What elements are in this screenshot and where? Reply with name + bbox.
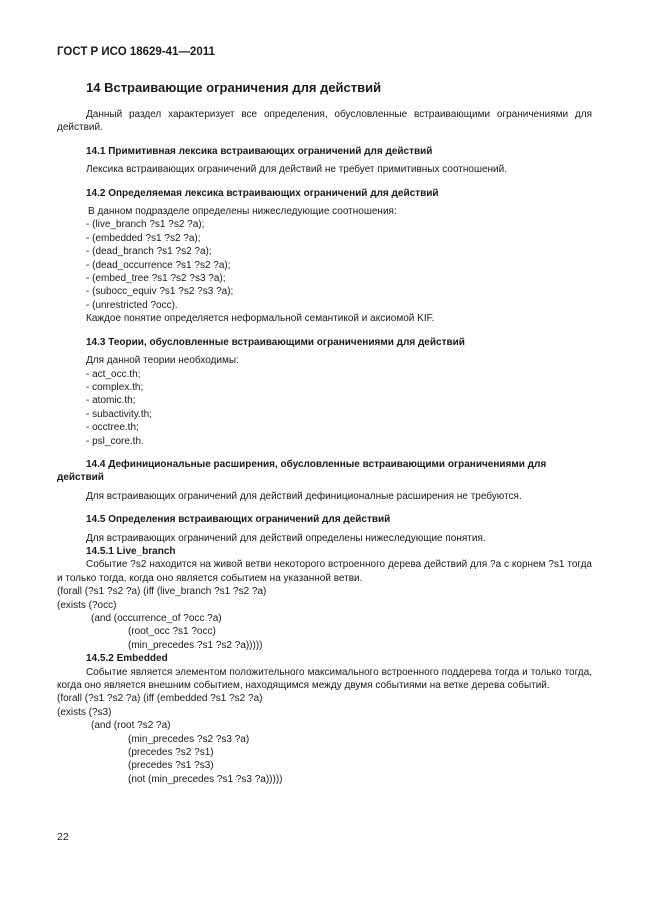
list-item: - occtree.th; [86,422,139,434]
lead-14-3: Для данной теории необходимы: [86,355,239,367]
list-item: - (dead_occurrence ?s1 ?s2 ?a); [86,259,231,271]
code-line: (and (occurrence_of ?occ ?a) [91,613,222,624]
list-item: - act_occ.th; [86,368,141,380]
intro-paragraph: Данный раздел характеризует все определения, обусловленные встраивающими ограничениями для действий. [57,109,592,134]
code-line: (precedes ?s2 ?s1) [128,747,214,759]
code-line: (and (root ?s2 ?a) [91,720,171,732]
closing-14-2: Каждое понятие определяется неформальной семантикой и аксиомой KIF. [86,313,435,325]
list-item: - (dead_branch ?s1 ?s2 ?a); [86,246,212,258]
heading-14-5-1: 14.5.1 Live_branch [86,545,176,557]
list-item: - atomic.th; [86,395,136,407]
code-line: (forall (?s1 ?s2 ?a) (iff (live_branch ?s1 ?s2 ?a) [57,586,267,598]
paragraph-14-4: Для встраивающих ограничений для действий дефиниционалные расширения не требуются. [86,490,522,502]
section-title: 14 Встраивающие ограничения для действий [86,80,382,95]
code-line: (exists (?s3) [57,706,112,718]
heading-14-5: 14.5 Определения встраивающих ограничений для действий [86,514,391,526]
theories-list [57,368,592,448]
list-item: - (embed_tree ?s1 ?s2 ?s3 ?a); [86,273,226,285]
code-line: (min_precedes ?s2 ?s3 ?a) [128,733,250,745]
list-item: - (subocc_equiv ?s1 ?s2 ?s3 ?a); [86,286,234,298]
code-line: (min_precedes ?s1 ?s2 ?a))))) [128,639,263,651]
paragraph-14-5-1: Событие ?s2 находится на живой ветви некоторого встроенного дерева действий для ?a с корнем ?s1 тогда и только тогда, когда оно является событием на указанной ветви. [57,559,592,584]
heading-14-2: 14.2 Определяемая лексика встраивающих ограничений для действий [86,187,439,199]
list-item: - complex.th; [86,381,144,393]
code-line: (precedes ?s1 ?s3) [128,760,214,772]
list-item: - (embedded ?s1 ?s2 ?a); [86,232,201,244]
relations-list [57,218,592,312]
list-item: - (unrestricted ?occ). [86,299,178,311]
axiom-live-branch [57,585,592,652]
code-line: (root_occ ?s1 ?occ) [128,626,216,638]
code-line: (forall (?s1 ?s2 ?a) (iff (embedded ?s1 ?s2 ?a) [57,693,263,705]
page-number: 22 [57,831,69,843]
list-item: - subactivity.th; [86,408,152,420]
code-line: (not (min_precedes ?s1 ?s3 ?a))))) [128,773,283,785]
page-content [57,108,592,786]
heading-14-4: 14.4 Дефинициональные расширения, обусловленные встраивающими ограничениями для действий [57,458,547,484]
list-item: - psl_core.th. [86,435,144,447]
heading-14-1: 14.1 Примитивная лексика встраивающих ограничений для действий [86,145,433,157]
paragraph-14-5: Для встраивающих ограничений для действий определены нижеследующие понятия. [86,532,486,544]
list-item: - (live_branch ?s1 ?s2 ?a); [86,219,205,231]
code-line: (exists (?occ) [57,599,117,611]
lead-14-2: В данном подразделе определены нижеследующие соотношения: [88,206,397,218]
paragraph-14-5-2: Событие является элементом положительного максимального встроенного поддерева тогда и только тогда, когда оно является внешним событием, находящимся между двумя событиями на ветке дерева событий. [57,666,592,692]
document-header: ГОСТ Р ИСО 18629-41—2011 [57,46,215,58]
paragraph-14-1: Лексика встраивающих ограничений для действий не требует примитивных соотношений. [86,164,508,176]
heading-14-3: 14.3 Теории, обусловленные встраивающими ограничениями для действий [86,336,465,348]
axiom-embedded [57,692,592,786]
heading-14-5-2: 14.5.2 Embedded [86,653,168,665]
